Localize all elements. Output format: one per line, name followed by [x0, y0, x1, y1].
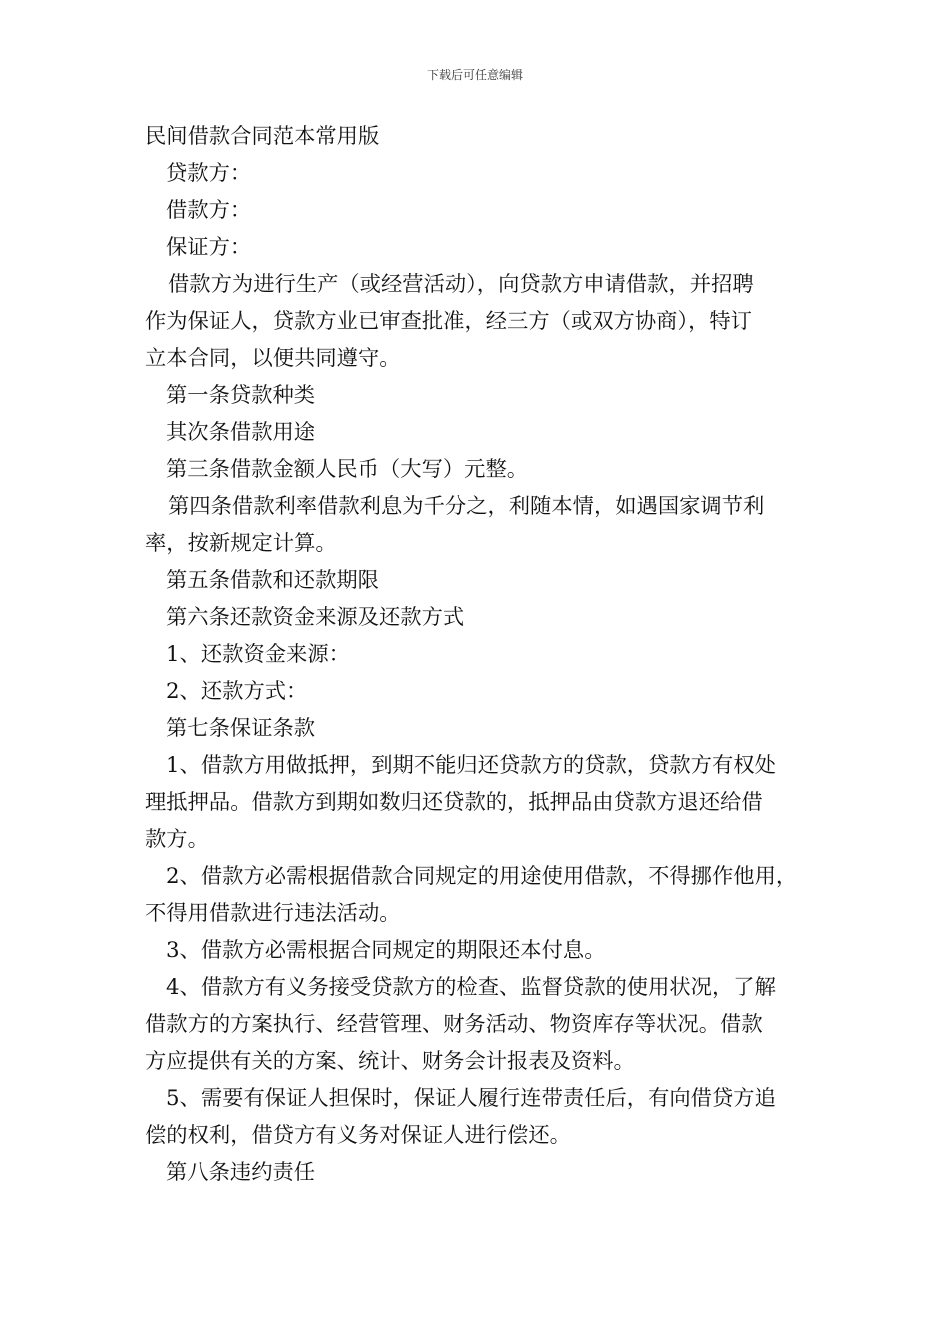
- clause-text: 1、借款方用做抵押，到期不能归还贷款方的贷款，贷款方有权处: [166, 753, 776, 778]
- article-text: 率，按新规定计算。: [145, 531, 337, 556]
- clause-text: 不得用借款进行违法活动。: [145, 901, 401, 926]
- clause-text: 2、借款方必需根据借款合同规定的用途使用借款，不得挪作他用，: [166, 864, 798, 889]
- list-item: 2、还款方式：: [166, 679, 308, 704]
- clause-text: 5、需要有保证人担保时，保证人履行连带责任后，有向借贷方追: [166, 1086, 776, 1111]
- document-body: [145, 118, 817, 1191]
- document-title: 民间借款合同范本常用版: [145, 124, 380, 149]
- guarantor-field: 保证方：: [166, 235, 252, 260]
- article-heading: 第三条借款金额人民币（大写）元整。: [166, 457, 529, 482]
- clause-text: 3、借款方必需根据合同规定的期限还本付息。: [166, 938, 606, 963]
- preamble-line: 借款方为进行生产（或经营活动），向贷款方申请借款，并招聘: [168, 272, 754, 297]
- clause-text: 偿的权利，借贷方有义务对保证人进行偿还。: [145, 1123, 571, 1148]
- list-item: 1、还款资金来源：: [166, 642, 350, 667]
- article-heading: 其次条借款用途: [166, 420, 316, 445]
- clause-text: 4、借款方有义务接受贷款方的检查、监督贷款的使用状况，了解: [166, 975, 776, 1000]
- article-heading: 第六条还款资金来源及还款方式: [166, 605, 465, 630]
- lender-field: 贷款方：: [166, 161, 252, 186]
- preamble-line: 作为保证人，贷款方业已审查批准，经三方（或双方协商），特订: [145, 309, 752, 334]
- article-heading: 第一条贷款种类: [166, 383, 316, 408]
- clause-text: 借款方的方案执行、经营管理、财务活动、物资库存等状况。借款: [145, 1012, 763, 1037]
- article-heading: 第八条违约责任: [166, 1160, 316, 1185]
- article-heading: 第七条保证条款: [166, 716, 316, 741]
- article-heading: 第五条借款和还款期限: [166, 568, 379, 593]
- article-text: 第四条借款利率借款利息为千分之，利随本情，如遇国家调节利: [168, 494, 765, 519]
- borrower-field: 借款方：: [166, 198, 252, 223]
- page-header-note: 下载后可任意编辑: [426, 68, 523, 82]
- preamble-line: 立本合同，以便共同遵守。: [145, 346, 401, 371]
- clause-text: 理抵押品。借款方到期如数归还贷款的，抵押品由贷款方退还给借: [145, 790, 763, 815]
- clause-text: 款方。: [145, 827, 209, 852]
- clause-text: 方应提供有关的方案、统计、财务会计报表及资料。: [145, 1049, 635, 1074]
